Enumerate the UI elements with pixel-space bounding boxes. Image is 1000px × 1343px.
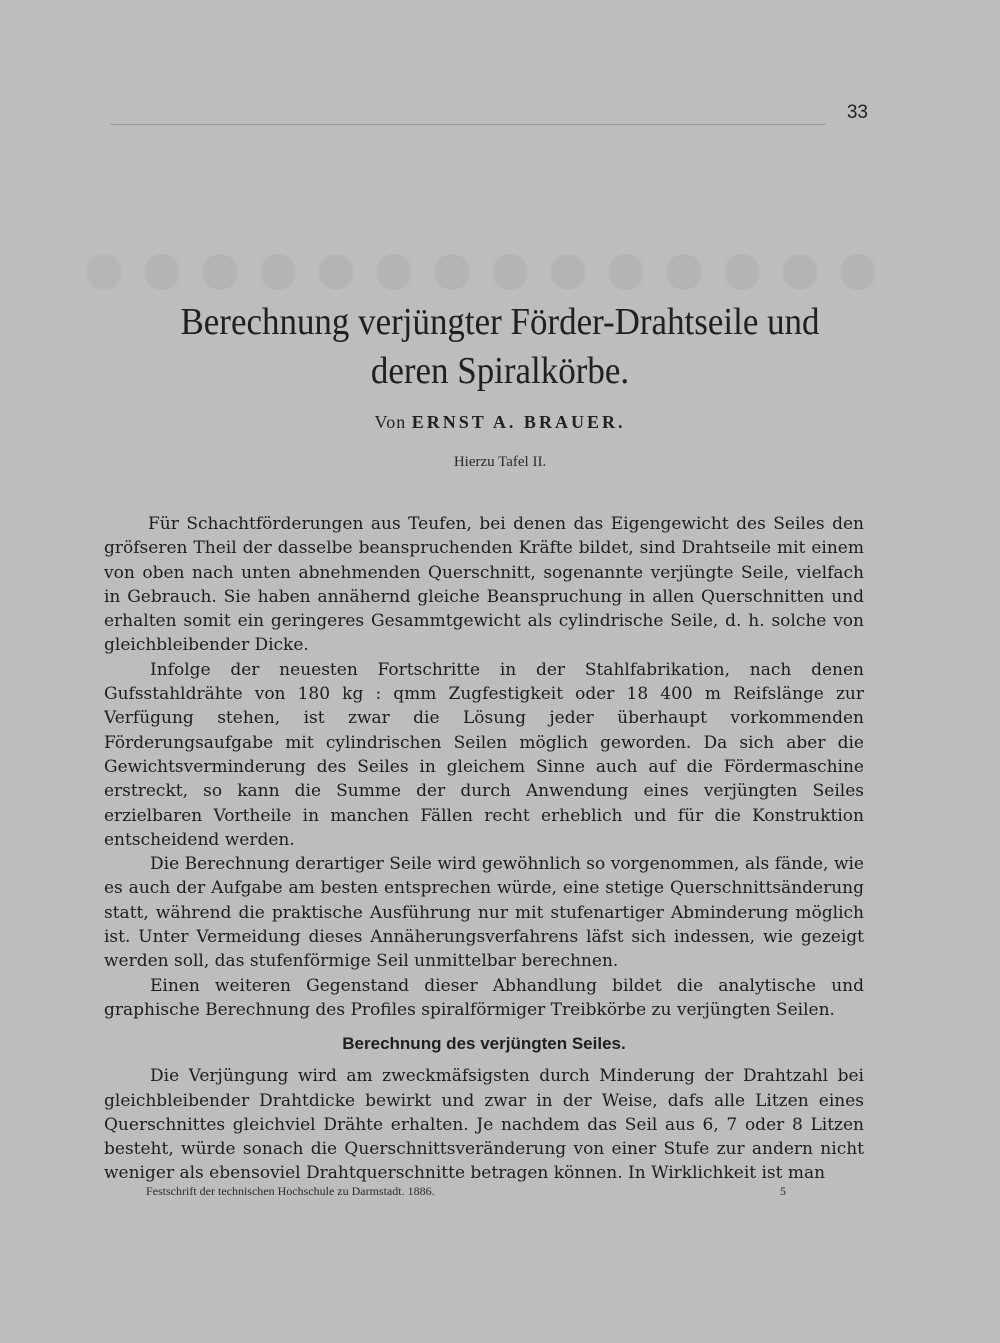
- footer-source: Festschrift der technischen Hochschule zu Darmstadt. 1886.: [146, 1184, 435, 1198]
- author-name: ERNST A. BRAUER.: [411, 412, 626, 432]
- byline: [0, 412, 1000, 433]
- plate-note: Hierzu Tafel II.: [453, 454, 547, 470]
- bleed-through-ornament: [86, 254, 902, 288]
- byline-prefix: Von: [374, 412, 407, 432]
- signature-mark: 5: [780, 1184, 786, 1198]
- paragraph-1: Für Schachtförderungen aus Teufen, bei denen das Eigengewicht des Seiles den gröfseren Theil der dasselbe beanspruchenden Kräfte bildet, sind Drahtseile mit einem von oben nach unten abnehmenden Querschnitt, sogenannte verjüngte Seile, vielfach in Gebrauch. Sie haben annähernd gleiche Beanspruchung in allen Querschnitten und erhalten somit ein geringeres Gesammtgewicht als cylindrische Seile, d. h. solche von gleichbleibender Dicke.: [104, 514, 864, 656]
- page-footer: [146, 1184, 786, 1199]
- header-rule: [110, 124, 826, 125]
- section-paragraph-1: Die Verjüngung wird am zweckmäfsigsten durch Minderung der Drahtzahl bei gleichbleibender Drahtdicke bewirkt und zwar in der Weise, dafs alle Litzen eines Querschnittes gleichviel Drähte erhalten. Je nachdem das Seil aus 6, 7 oder 8 Litzen besteht, würde sonach die Querschnittsveränderung von einer Stufe zur andern nicht weniger als ebensoviel Drahtquerschnitte betragen können. In Wirklichkeit ist man: [104, 1066, 864, 1184]
- page-number: 33: [846, 102, 868, 123]
- paragraph-2: Infolge der neuesten Fortschritte in der Stahlfabrikation, nach denen Gufsstahldrähte von 180 kg : qmm Zugfestigkeit oder 18 400 m Reifslänge zur Verfügung stehen, ist zwar die Lösung jeder überhaupt vorkommenden Förderungsaufgabe mit cylindrischen Seilen möglich geworden. Da sich aber die Gewichtsverminderung des Seiles in gleichem Sinne auch auf die Fördermaschine erstreckt, so kann die Summe der durch Anwendung eines verjüngten Seiles erzielbaren Vortheile in manchen Fällen recht erheblich und für die Konstruktion entscheidend werden.: [104, 659, 864, 850]
- article-title: Berechnung verjüngter Förder-Drahtseile und deren Spiralkörbe.: [180, 301, 820, 392]
- article-body: [104, 512, 864, 1186]
- paragraph-4: Einen weiteren Gegenstand dieser Abhandlung bildet die analytische und graphische Berechnung des Profiles spiralförmiger Treibkörbe zu verjüngten Seilen.: [104, 975, 864, 1020]
- paragraph-3: Die Berechnung derartiger Seile wird gewöhnlich so vorgenommen, als fände, wie es auch der Aufgabe am besten entsprechen würde, eine stetige Querschnittsänderung statt, während die praktische Ausführung nur mit stufenartiger Abminderung möglich ist. Unter Vermeidung dieses Annäherungsverfahrens läfst sich indessen, wie gezeigt werden soll, das stufenförmige Seil unmittelbar berechnen.: [104, 854, 864, 972]
- section-heading: Berechnung des verjüngten Seiles.: [342, 1034, 626, 1054]
